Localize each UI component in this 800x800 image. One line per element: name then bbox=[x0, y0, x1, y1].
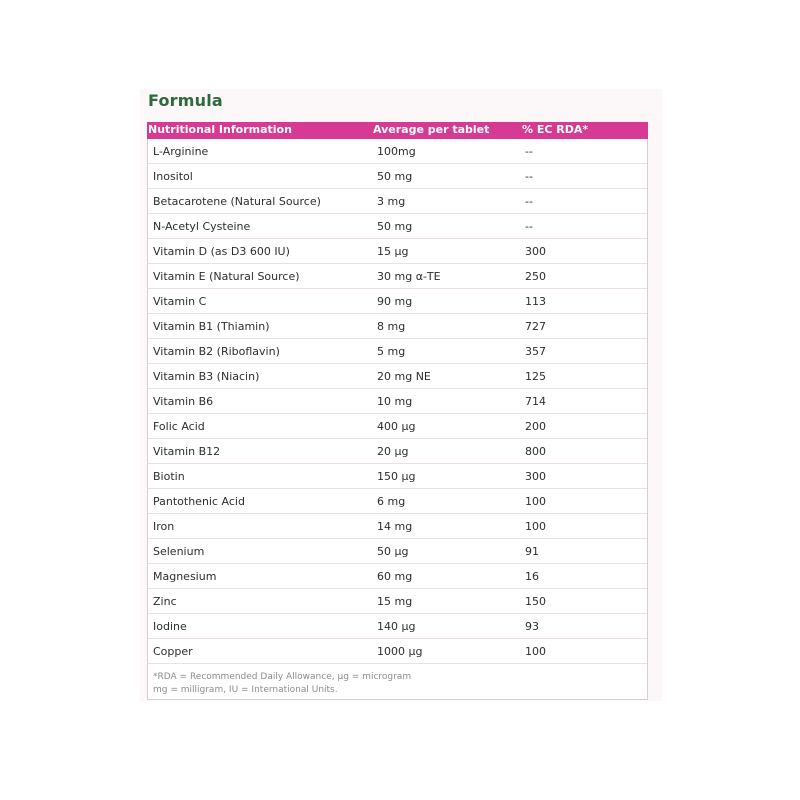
table-header-row bbox=[147, 122, 648, 139]
rda-percent: 113 bbox=[525, 295, 546, 308]
rda-percent: -- bbox=[525, 145, 533, 158]
nutrient-name: Vitamin B1 (Thiamin) bbox=[153, 320, 270, 333]
table-row bbox=[148, 589, 647, 614]
nutrient-name: Vitamin C bbox=[153, 295, 207, 308]
amount-per-tablet: 3 mg bbox=[377, 195, 406, 208]
nutrient-name: Zinc bbox=[153, 595, 177, 608]
page-title: Formula bbox=[148, 91, 223, 110]
rda-percent: 100 bbox=[525, 520, 546, 533]
rda-percent: 125 bbox=[525, 370, 546, 383]
table-row bbox=[148, 214, 647, 239]
nutrient-name: Selenium bbox=[153, 545, 205, 558]
footnote bbox=[153, 671, 411, 697]
table-row bbox=[148, 339, 647, 364]
table-row bbox=[148, 464, 647, 489]
nutrient-name: Vitamin D (as D3 600 IU) bbox=[153, 245, 290, 258]
amount-per-tablet: 140 µg bbox=[377, 620, 416, 633]
amount-per-tablet: 100mg bbox=[377, 145, 416, 158]
header-ec-rda: % EC RDA* bbox=[522, 123, 589, 136]
nutrient-name: Vitamin B12 bbox=[153, 445, 221, 458]
amount-per-tablet: 5 mg bbox=[377, 345, 406, 358]
amount-per-tablet: 8 mg bbox=[377, 320, 406, 333]
nutrient-name: L-Arginine bbox=[153, 145, 209, 158]
nutrient-name: Iodine bbox=[153, 620, 187, 633]
table-row bbox=[148, 239, 647, 264]
rda-percent: 100 bbox=[525, 645, 546, 658]
footnote-line-2: mg = milligram, IU = International Units. bbox=[153, 685, 338, 695]
rda-percent: 200 bbox=[525, 420, 546, 433]
nutrient-name: Biotin bbox=[153, 470, 185, 483]
table-row bbox=[148, 439, 647, 464]
rda-percent: 100 bbox=[525, 495, 546, 508]
nutrient-name: Vitamin E (Natural Source) bbox=[153, 270, 300, 283]
nutrient-name: Betacarotene (Natural Source) bbox=[153, 195, 321, 208]
amount-per-tablet: 90 mg bbox=[377, 295, 413, 308]
amount-per-tablet: 50 µg bbox=[377, 545, 409, 558]
nutrient-name: Vitamin B2 (Riboflavin) bbox=[153, 345, 280, 358]
rda-percent: -- bbox=[525, 170, 533, 183]
rda-percent: 300 bbox=[525, 470, 546, 483]
rda-percent: 16 bbox=[525, 570, 539, 583]
table-row bbox=[148, 489, 647, 514]
footnote-line-1: *RDA = Recommended Daily Allowance, µg = microgram bbox=[153, 672, 412, 682]
amount-per-tablet: 30 mg α-TE bbox=[377, 270, 441, 283]
table-row bbox=[148, 614, 647, 639]
nutrient-name: Folic Acid bbox=[153, 420, 205, 433]
amount-per-tablet: 150 µg bbox=[377, 470, 416, 483]
amount-per-tablet: 20 µg bbox=[377, 445, 409, 458]
table-row bbox=[148, 364, 647, 389]
table-row bbox=[148, 164, 647, 189]
table-row bbox=[148, 139, 647, 164]
rda-percent: 91 bbox=[525, 545, 539, 558]
amount-per-tablet: 14 mg bbox=[377, 520, 413, 533]
nutrient-name: Iron bbox=[153, 520, 175, 533]
amount-per-tablet: 20 mg NE bbox=[377, 370, 431, 383]
amount-per-tablet: 10 mg bbox=[377, 395, 413, 408]
amount-per-tablet: 50 mg bbox=[377, 220, 413, 233]
nutrient-name: Pantothenic Acid bbox=[153, 495, 245, 508]
amount-per-tablet: 400 µg bbox=[377, 420, 416, 433]
table-row bbox=[148, 189, 647, 214]
table-row bbox=[148, 514, 647, 539]
table-row bbox=[148, 414, 647, 439]
amount-per-tablet: 50 mg bbox=[377, 170, 413, 183]
table-row bbox=[148, 264, 647, 289]
amount-per-tablet: 1000 µg bbox=[377, 645, 423, 658]
rda-percent: 727 bbox=[525, 320, 546, 333]
table-row bbox=[148, 389, 647, 414]
nutrient-name: Magnesium bbox=[153, 570, 217, 583]
nutrient-name: N-Acetyl Cysteine bbox=[153, 220, 251, 233]
rda-percent: 150 bbox=[525, 595, 546, 608]
amount-per-tablet: 60 mg bbox=[377, 570, 413, 583]
rda-percent: -- bbox=[525, 195, 533, 208]
header-average-per-tablet: Average per tablet bbox=[373, 123, 490, 136]
rda-percent: 300 bbox=[525, 245, 546, 258]
nutrient-name: Copper bbox=[153, 645, 193, 658]
table-row bbox=[148, 639, 647, 664]
table-row bbox=[148, 539, 647, 564]
rda-percent: 250 bbox=[525, 270, 546, 283]
table-row bbox=[148, 314, 647, 339]
table-body bbox=[148, 139, 647, 664]
table-row bbox=[148, 564, 647, 589]
amount-per-tablet: 15 mg bbox=[377, 595, 413, 608]
nutrient-name: Inositol bbox=[153, 170, 193, 183]
rda-percent: -- bbox=[525, 220, 533, 233]
rda-percent: 714 bbox=[525, 395, 546, 408]
header-nutritional-information: Nutritional Information bbox=[148, 123, 292, 136]
rda-percent: 357 bbox=[525, 345, 546, 358]
amount-per-tablet: 6 mg bbox=[377, 495, 406, 508]
amount-per-tablet: 15 µg bbox=[377, 245, 409, 258]
nutrient-name: Vitamin B3 (Niacin) bbox=[153, 370, 260, 383]
rda-percent: 93 bbox=[525, 620, 539, 633]
rda-percent: 800 bbox=[525, 445, 546, 458]
table-row bbox=[148, 289, 647, 314]
nutrition-table bbox=[147, 122, 648, 700]
nutrient-name: Vitamin B6 bbox=[153, 395, 214, 408]
